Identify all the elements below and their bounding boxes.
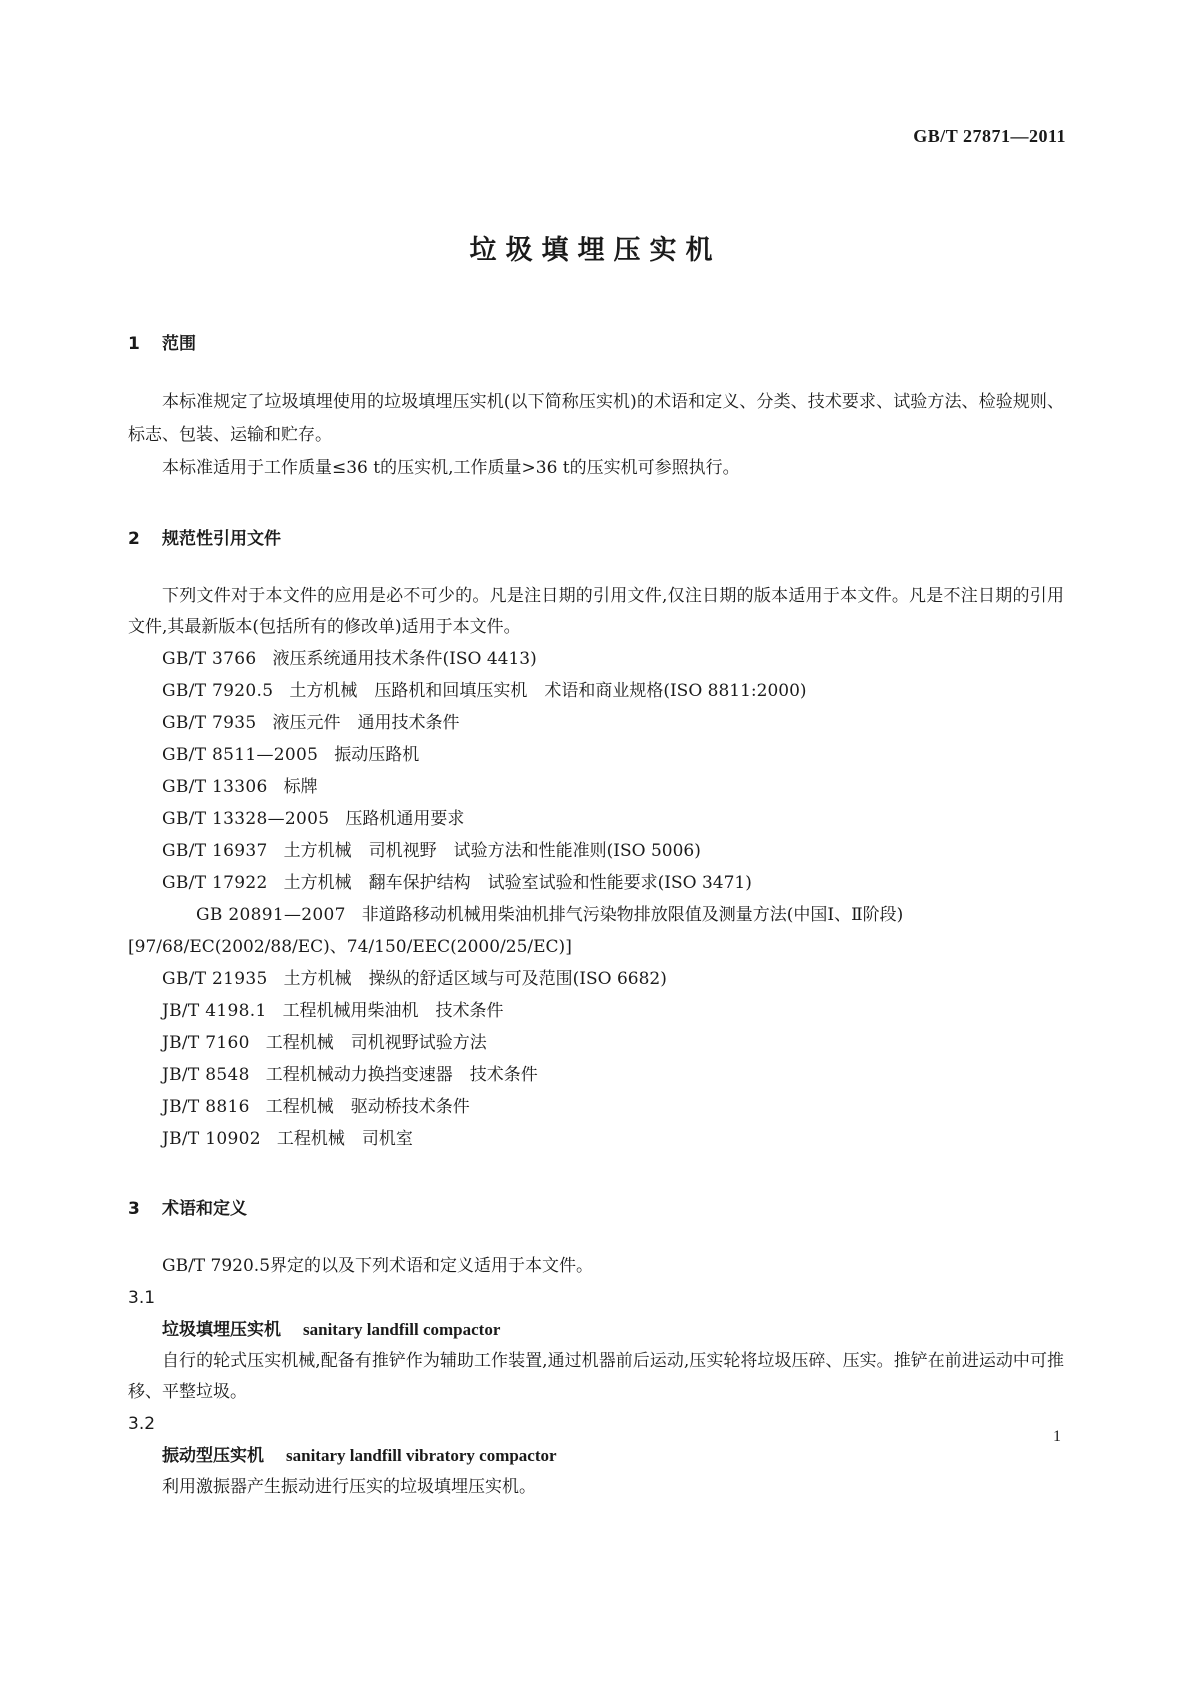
reference-title: 土方机械 操纵的舒适区域与可及范围(ISO 6682) xyxy=(283,969,667,989)
reference-item xyxy=(128,1123,1064,1155)
term-number: 3.1 xyxy=(128,1288,156,1308)
reference-title: 土方机械 翻车保护结构 试验室试验和性能要求(ISO 3471) xyxy=(283,873,752,893)
term-definition: 利用激振器产生振动进行压实的垃圾填埋压实机。 xyxy=(162,1477,536,1497)
reference-title: 土方机械 司机视野 试验方法和性能准则(ISO 5006) xyxy=(283,841,701,861)
reference-item xyxy=(128,1059,1064,1091)
section-number: 2 xyxy=(128,529,140,549)
term-chinese: 垃圾填埋压实机 xyxy=(162,1320,281,1340)
term-english: sanitary landfill vibratory compactor xyxy=(286,1446,557,1465)
reference-list xyxy=(128,643,1064,1155)
reference-code: GB/T 16937 xyxy=(162,841,268,861)
section-title: 术语和定义 xyxy=(162,1199,247,1219)
reference-title: 工程机械用柴油机 技术条件 xyxy=(282,1001,504,1021)
reference-title: 土方机械 压路机和回填压实机 术语和商业规格(ISO 8811:2000) xyxy=(289,681,807,701)
standard-code: GB/T 27871—2011 xyxy=(913,126,1066,146)
reference-title: 工程机械 驱动桥技术条件 xyxy=(265,1097,470,1117)
reference-item xyxy=(128,835,1064,867)
reference-code: GB/T 3766 xyxy=(162,649,257,669)
reference-title: 振动压路机 xyxy=(334,745,420,765)
reference-item xyxy=(128,675,1064,707)
term-english: sanitary landfill compactor xyxy=(303,1320,501,1339)
reference-title: 非道路移动机械用柴油机排气污染物排放限值及测量方法(中国Ⅰ、Ⅱ阶段)[97/68/EC(2002/88/EC)、74/150/EEC(2000/25/EC)] xyxy=(128,905,904,957)
reference-title: 工程机械动力换挡变速器 技术条件 xyxy=(265,1065,538,1085)
reference-item xyxy=(128,995,1064,1027)
references-intro: 下列文件对于本文件的应用是必不可少的。凡是注日期的引用文件,仅注日期的版本适用于本文件。凡是不注日期的引用文件,其最新版本(包括所有的修改单)适用于本文件。 xyxy=(128,586,1064,637)
term-chinese: 振动型压实机 xyxy=(162,1446,264,1466)
scope-paragraph-1: 本标准规定了垃圾填埋使用的垃圾填埋压实机(以下简称压实机)的术语和定义、分类、技术要求、试验方法、检验规则、标志、包装、运输和贮存。 xyxy=(128,392,1064,445)
reference-code: GB 20891—2007 xyxy=(196,905,346,925)
reference-item xyxy=(128,643,1064,675)
reference-code: JB/T 8816 xyxy=(162,1097,250,1117)
section-number: 3 xyxy=(128,1199,140,1219)
reference-code: GB/T 21935 xyxy=(162,969,268,989)
reference-item xyxy=(128,963,1064,995)
reference-code: JB/T 4198.1 xyxy=(162,1001,267,1021)
reference-item xyxy=(128,867,1064,899)
reference-code: GB/T 7935 xyxy=(162,713,257,733)
term-definition: 自行的轮式压实机械,配备有推铲作为辅助工作装置,通过机器前后运动,压实轮将垃圾压碎、压实。推铲在前进运动中可推移、平整垃圾。 xyxy=(128,1351,1064,1402)
reference-code: GB/T 17922 xyxy=(162,873,268,893)
reference-item xyxy=(128,739,1064,771)
scope-paragraph-2: 本标准适用于工作质量≤36 t的压实机,工作质量>36 t的压实机可参照执行。 xyxy=(162,458,740,478)
reference-title: 工程机械 司机室 xyxy=(276,1129,413,1149)
document-body xyxy=(128,332,1064,1503)
reference-item xyxy=(128,771,1064,803)
section-heading-terms xyxy=(128,1197,1064,1221)
reference-item xyxy=(128,899,1064,963)
section-heading-normative-references xyxy=(128,527,1064,551)
reference-code: GB/T 13328—2005 xyxy=(162,809,330,829)
reference-code: JB/T 7160 xyxy=(162,1033,250,1053)
reference-code: JB/T 10902 xyxy=(162,1129,261,1149)
reference-item xyxy=(128,803,1064,835)
reference-title: 压路机通用要求 xyxy=(345,809,465,829)
section-number: 1 xyxy=(128,334,140,354)
reference-code: GB/T 13306 xyxy=(162,777,268,797)
reference-item xyxy=(128,707,1064,739)
term-heading xyxy=(128,1440,1064,1472)
section-title: 范围 xyxy=(162,334,196,354)
reference-code: GB/T 8511—2005 xyxy=(162,745,319,765)
terms-intro: GB/T 7920.5界定的以及下列术语和定义适用于本文件。 xyxy=(162,1256,594,1276)
reference-code: GB/T 7920.5 xyxy=(162,681,274,701)
reference-title: 标牌 xyxy=(283,777,318,797)
document-title: 垃圾填埋压实机 xyxy=(469,235,722,266)
term-heading xyxy=(128,1314,1064,1346)
reference-title: 液压系统通用技术条件(ISO 4413) xyxy=(272,649,537,669)
section-title: 规范性引用文件 xyxy=(162,529,281,549)
page-number: 1 xyxy=(1053,1428,1061,1445)
reference-title: 液压元件 通用技术条件 xyxy=(272,713,460,733)
reference-code: JB/T 8548 xyxy=(162,1065,250,1085)
reference-item xyxy=(128,1027,1064,1059)
term-number: 3.2 xyxy=(128,1414,156,1434)
section-heading-scope xyxy=(128,332,1064,356)
reference-title: 工程机械 司机视野试验方法 xyxy=(265,1033,487,1053)
reference-item xyxy=(128,1091,1064,1123)
